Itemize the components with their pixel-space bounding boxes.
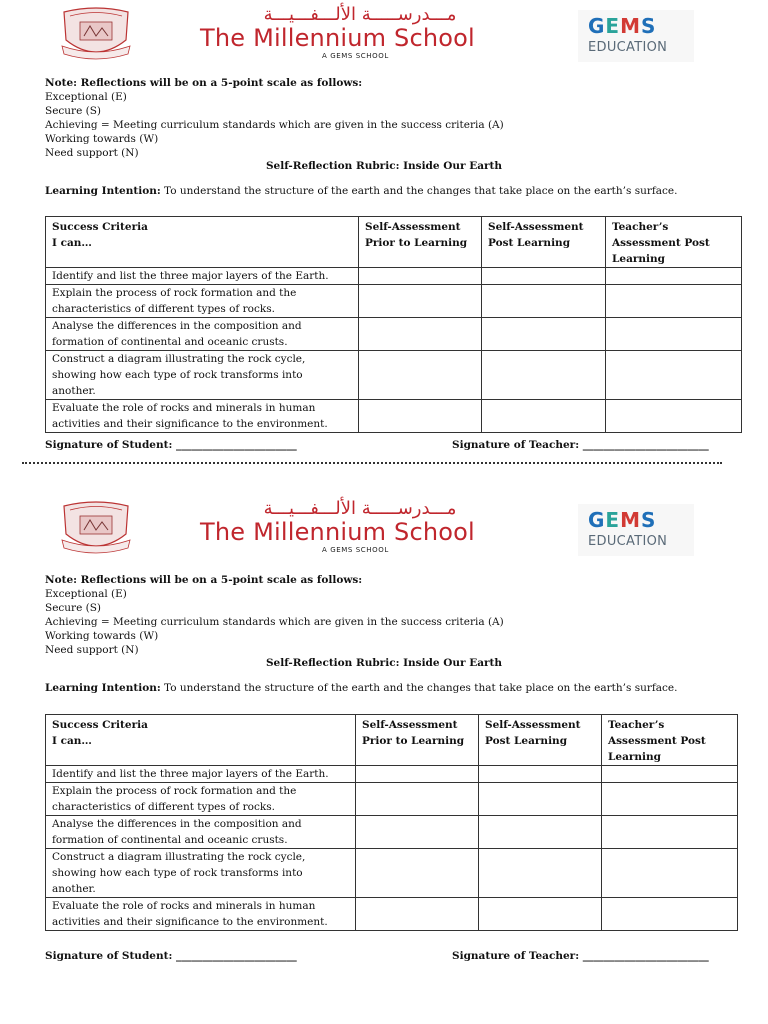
table-header-row (46, 217, 742, 268)
success-criteria-table (45, 714, 738, 931)
criterion-cell: Identify and list the three major layers of the Earth. (46, 766, 356, 783)
self-prior-cell[interactable] (356, 783, 479, 816)
self-post-cell[interactable] (479, 898, 602, 931)
gems-logo-word: GEMS (588, 508, 657, 532)
student-signature-line[interactable]: Signature of Student: _______________________ (45, 950, 297, 962)
teacher-cell[interactable] (606, 400, 742, 433)
self-prior-cell[interactable] (359, 285, 482, 318)
rubric-title: Self-Reflection Rubric: Inside Our Earth (265, 160, 503, 172)
rating-scale-note (45, 573, 504, 657)
self-post-cell[interactable] (479, 766, 602, 783)
school-crest-icon (56, 6, 136, 62)
school-arabic-name: مـــدرســـــة الألـــفـــيـــة (263, 4, 457, 25)
gems-education-label: EDUCATION (588, 40, 668, 55)
scale-item: Achieving = Meeting curriculum standards which are given in the success criteria (A) (45, 119, 504, 131)
table-row (46, 351, 742, 400)
table-row (46, 285, 742, 318)
table-row (46, 268, 742, 285)
teacher-cell[interactable] (606, 318, 742, 351)
scale-item: Achieving = Meeting curriculum standards which are given in the success criteria (A) (45, 616, 504, 628)
school-header (0, 494, 768, 560)
teacher-cell[interactable] (602, 816, 738, 849)
teacher-cell[interactable] (602, 849, 738, 898)
self-prior-cell[interactable] (359, 400, 482, 433)
teacher-cell[interactable] (602, 766, 738, 783)
header-self-post: Self-Assessment Post Learning (482, 217, 606, 268)
table-row (46, 898, 738, 931)
school-header (0, 0, 768, 66)
header-self-post: Self-Assessment Post Learning (479, 715, 602, 766)
scale-item: Working towards (W) (45, 630, 159, 642)
self-post-cell[interactable] (479, 816, 602, 849)
criterion-cell: Analyse the differences in the composition and formation of continental and oceanic crusts. (46, 816, 356, 849)
self-post-cell[interactable] (482, 400, 606, 433)
scale-item: Need support (N) (45, 147, 139, 159)
school-subtitle: A GEMS SCHOOL (322, 52, 389, 60)
teacher-cell[interactable] (602, 783, 738, 816)
criterion-cell: Evaluate the role of rocks and minerals in human activities and their significance to the environment. (46, 898, 356, 931)
rubric-title: Self-Reflection Rubric: Inside Our Earth (265, 657, 503, 669)
criterion-cell: Construct a diagram illustrating the rock cycle, showing how each type of rock transforms into another. (46, 351, 359, 400)
cut-line-divider (22, 462, 722, 464)
school-arabic-name: مـــدرســـــة الألـــفـــيـــة (263, 498, 457, 519)
note-heading: Note: Reflections will be on a 5-point scale as follows: (45, 574, 363, 586)
learning-intention: Learning Intention: To understand the structure of the earth and the changes that take place on the earth’s surface. (45, 682, 678, 694)
scale-item: Secure (S) (45, 105, 102, 117)
gems-education-logo (578, 504, 694, 556)
teacher-signature-line[interactable]: Signature of Teacher: ________________________ (452, 439, 709, 451)
teacher-cell[interactable] (602, 898, 738, 931)
self-post-cell[interactable] (479, 783, 602, 816)
self-prior-cell[interactable] (359, 351, 482, 400)
school-crest-icon (56, 500, 136, 556)
table-row (46, 783, 738, 816)
scale-item: Exceptional (E) (45, 588, 127, 600)
school-name: The Millennium School (200, 24, 475, 52)
criterion-cell: Analyse the differences in the composition and formation of continental and oceanic crusts. (46, 318, 359, 351)
self-prior-cell[interactable] (359, 268, 482, 285)
self-prior-cell[interactable] (359, 318, 482, 351)
self-prior-cell[interactable] (356, 766, 479, 783)
scale-item: Need support (N) (45, 644, 139, 656)
self-prior-cell[interactable] (356, 898, 479, 931)
criterion-cell: Explain the process of rock formation and the characteristics of different types of rocks. (46, 285, 359, 318)
criterion-cell: Evaluate the role of rocks and minerals in human activities and their significance to the environment. (46, 400, 359, 433)
table-row (46, 849, 738, 898)
teacher-signature-line[interactable]: Signature of Teacher: ________________________ (452, 950, 709, 962)
teacher-cell[interactable] (606, 285, 742, 318)
criterion-cell: Construct a diagram illustrating the rock cycle, showing how each type of rock transforms into another. (46, 849, 356, 898)
table-row (46, 816, 738, 849)
learning-intention: Learning Intention: To understand the structure of the earth and the changes that take place on the earth’s surface. (45, 185, 678, 197)
header-teacher-assessment: Teacher’s Assessment Post Learning (606, 217, 742, 268)
header-success-criteria: Success Criteria I can… (46, 217, 359, 268)
header-success-criteria: Success Criteria I can… (46, 715, 356, 766)
table-row (46, 318, 742, 351)
teacher-cell[interactable] (606, 268, 742, 285)
header-teacher-assessment: Teacher’s Assessment Post Learning (602, 715, 738, 766)
table-row (46, 400, 742, 433)
self-post-cell[interactable] (482, 351, 606, 400)
note-heading: Note: Reflections will be on a 5-point scale as follows: (45, 77, 363, 89)
school-name: The Millennium School (200, 518, 475, 546)
self-post-cell[interactable] (479, 849, 602, 898)
school-subtitle: A GEMS SCHOOL (322, 546, 389, 554)
scale-item: Secure (S) (45, 602, 102, 614)
gems-education-logo (578, 10, 694, 62)
self-post-cell[interactable] (482, 318, 606, 351)
criterion-cell: Identify and list the three major layers of the Earth. (46, 268, 359, 285)
self-post-cell[interactable] (482, 268, 606, 285)
criterion-cell: Explain the process of rock formation and the characteristics of different types of rocks. (46, 783, 356, 816)
rating-scale-note (45, 76, 504, 160)
scale-item: Exceptional (E) (45, 91, 127, 103)
gems-logo-word: GEMS (588, 14, 657, 38)
student-signature-line[interactable]: Signature of Student: _______________________ (45, 439, 297, 451)
table-row (46, 766, 738, 783)
self-prior-cell[interactable] (356, 816, 479, 849)
self-post-cell[interactable] (482, 285, 606, 318)
teacher-cell[interactable] (606, 351, 742, 400)
table-header-row (46, 715, 738, 766)
scale-item: Working towards (W) (45, 133, 159, 145)
gems-education-label: EDUCATION (588, 534, 668, 549)
header-self-prior: Self-Assessment Prior to Learning (359, 217, 482, 268)
success-criteria-table (45, 216, 742, 433)
self-prior-cell[interactable] (356, 849, 479, 898)
header-self-prior: Self-Assessment Prior to Learning (356, 715, 479, 766)
